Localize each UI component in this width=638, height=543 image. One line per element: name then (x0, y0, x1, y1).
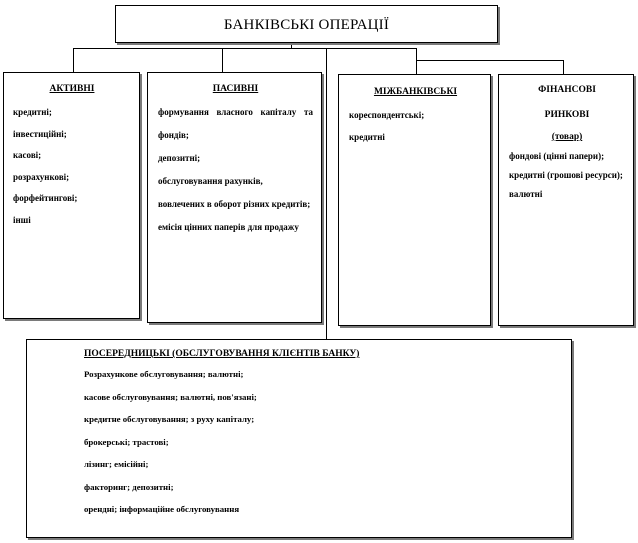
list-item: кредитне обслуговування; з руху капіталу; (84, 414, 255, 424)
connector-horizontal-bus (73, 48, 417, 49)
connector-financial-horizontal (416, 60, 564, 61)
list-item: Розрахункове обслуговування; валютні; (84, 369, 244, 379)
connector-interbank (416, 48, 417, 74)
list-item: форфейтингові; (13, 193, 78, 203)
list-item: інші (13, 214, 31, 225)
connector-active (73, 48, 74, 72)
financial-title-line3: (товар) (551, 132, 583, 142)
list-item: кредитні; (13, 107, 52, 117)
passive-title: ПАСИВНІ (212, 84, 259, 94)
list-item: касові; (13, 150, 42, 160)
financial-market-operations-box (498, 74, 634, 326)
list-item: орендні; інформаційне обслуговування (84, 504, 240, 514)
list-item: брокерські; трастові; (84, 436, 169, 447)
list-item: кредитні (349, 131, 385, 142)
active-operations-box (3, 72, 140, 319)
list-item: кредитні (грошові ресурси); (509, 170, 623, 180)
list-item: касове обслуговування; валютні, пов'язані; (84, 391, 257, 402)
list-item: депозитні; (158, 153, 201, 163)
interbank-title: МІЖБАНКІВСЬКІ (373, 87, 458, 97)
connector-passive (222, 48, 223, 73)
list-item: факторинг; депозитні; (84, 481, 174, 492)
list-item: вовлечених в оборот різних кредитів; (158, 199, 311, 209)
list-item: обслуговування рахунків, (158, 176, 263, 186)
financial-title-line1: ФІНАНСОВІ (538, 85, 596, 95)
list-item: лізинг; емісійні; (84, 459, 149, 469)
root-box (115, 5, 498, 43)
diagram-title: БАНКІВСЬКІ ОПЕРАЦІЇ (223, 17, 390, 33)
list-item: формування власного капіталу та фондів; (158, 107, 313, 140)
connector-financial (563, 60, 564, 74)
list-item: валютні (509, 189, 543, 199)
list-item: емісія цінних паперів для продажу (158, 222, 299, 232)
connector-intermediary (326, 48, 327, 340)
list-item: фондові (цінні папери); (509, 151, 605, 161)
list-item: розрахункові; (13, 171, 70, 182)
financial-title-line2: РИНКОВІ (544, 110, 590, 120)
list-item: інвестиційні; (13, 128, 67, 139)
active-title: АКТИВНІ (49, 84, 95, 94)
list-item: кореспондентські; (349, 110, 425, 120)
intermediary-title: ПОСЕРЕДНИЦЬКІ (ОБСЛУГОВУВАННЯ КЛІЄНТІВ БАНКУ) (84, 349, 360, 359)
interbank-operations-box (338, 74, 491, 326)
passive-operations-box (147, 72, 322, 323)
intermediary-operations-box (26, 339, 572, 538)
